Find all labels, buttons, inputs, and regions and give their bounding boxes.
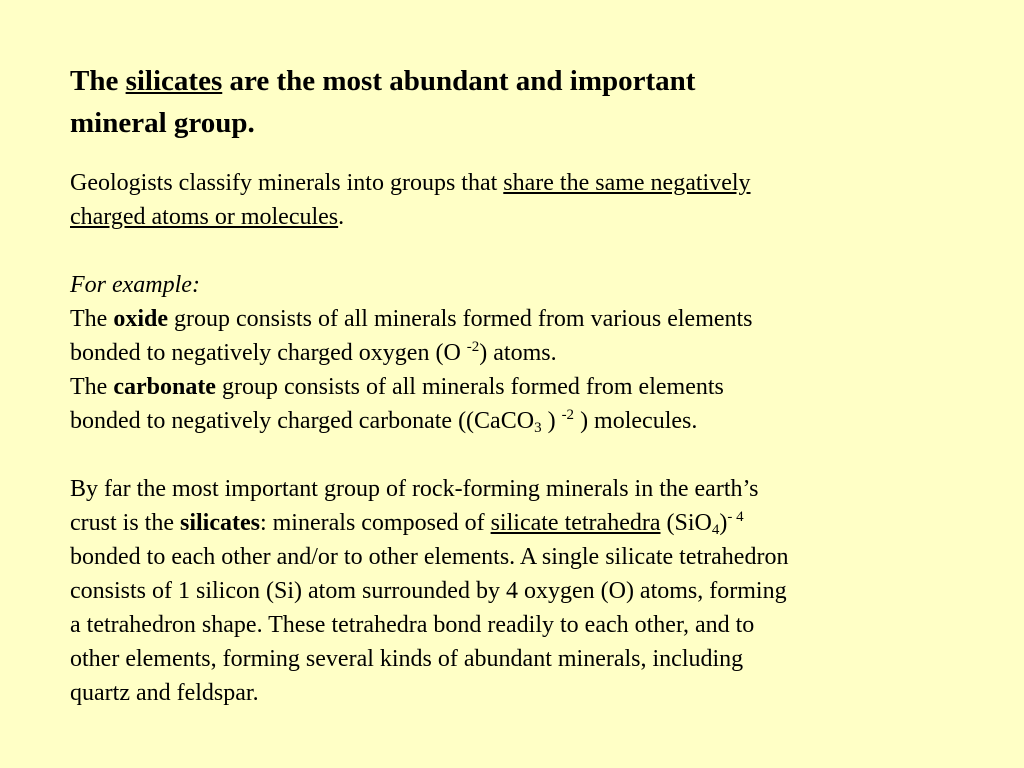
- carbonate-mid: ): [541, 408, 562, 434]
- oxide-pre: The: [70, 306, 114, 332]
- title-silicates-link[interactable]: silicates: [125, 65, 223, 97]
- classify-paragraph: [70, 166, 950, 234]
- oxide-post: group consists of all minerals formed from various elements: [167, 306, 753, 332]
- formula-pre: (SiO: [660, 510, 712, 536]
- example-paragraph: [70, 268, 950, 438]
- example-label: For example:: [70, 272, 200, 298]
- classify-pre: Geologists classify minerals into groups that: [70, 170, 504, 196]
- silicates-line3: bonded to each other and/or to other elements. A single silicate tetrahedron: [70, 544, 789, 570]
- silicate-tetrahedra-link[interactable]: silicate tetrahedra: [490, 510, 661, 536]
- title-line2: mineral group.: [70, 107, 255, 139]
- carbonate-subscript: 3: [534, 420, 542, 436]
- formula-post: ): [719, 510, 728, 536]
- oxide-line2-pre: bonded to negatively charged oxygen (O: [70, 340, 467, 366]
- oxide-term: oxide: [113, 306, 168, 332]
- slide-title: [70, 60, 950, 144]
- title-post: are the most abundant and important: [222, 65, 696, 97]
- silicates-line2-pre: crust is the: [70, 510, 180, 536]
- carbonate-pre: The: [70, 374, 114, 400]
- slide-content: [70, 60, 950, 710]
- carbonate-post: group consists of all minerals formed from elements: [215, 374, 724, 400]
- formula-subscript: 4: [711, 522, 720, 538]
- formula-superscript: - 4: [727, 509, 744, 525]
- carbonate-term: carbonate: [113, 374, 216, 400]
- carbonate-charge: -2: [561, 407, 575, 423]
- carbonate-line2-post: ) molecules.: [574, 408, 698, 434]
- silicates-line1: By far the most important group of rock-forming minerals in the earth’s: [70, 476, 759, 502]
- oxide-line2-post: ) atoms.: [479, 340, 557, 366]
- carbonate-line2-pre: bonded to negatively charged carbonate ((CaCO: [70, 408, 535, 434]
- silicates-paragraph: [70, 472, 950, 710]
- oxide-charge: -2: [466, 339, 480, 355]
- classify-post: .: [338, 204, 345, 230]
- silicates-term: silicates: [179, 510, 260, 536]
- classify-link-line1[interactable]: share the same negatively: [503, 170, 751, 196]
- classify-link-line2[interactable]: charged atoms or molecules: [70, 204, 339, 230]
- silicates-line6: other elements, forming several kinds of abundant minerals, including: [70, 646, 744, 672]
- silicates-line2-mid: : minerals composed of: [259, 510, 491, 536]
- silicates-line7: quartz and feldspar.: [70, 680, 259, 706]
- silicates-line4: consists of 1 silicon (Si) atom surrounded by 4 oxygen (O) atoms, forming: [70, 578, 787, 604]
- title-pre: The: [70, 65, 126, 97]
- silicates-line5: a tetrahedron shape. These tetrahedra bond readily to each other, and to: [70, 612, 755, 638]
